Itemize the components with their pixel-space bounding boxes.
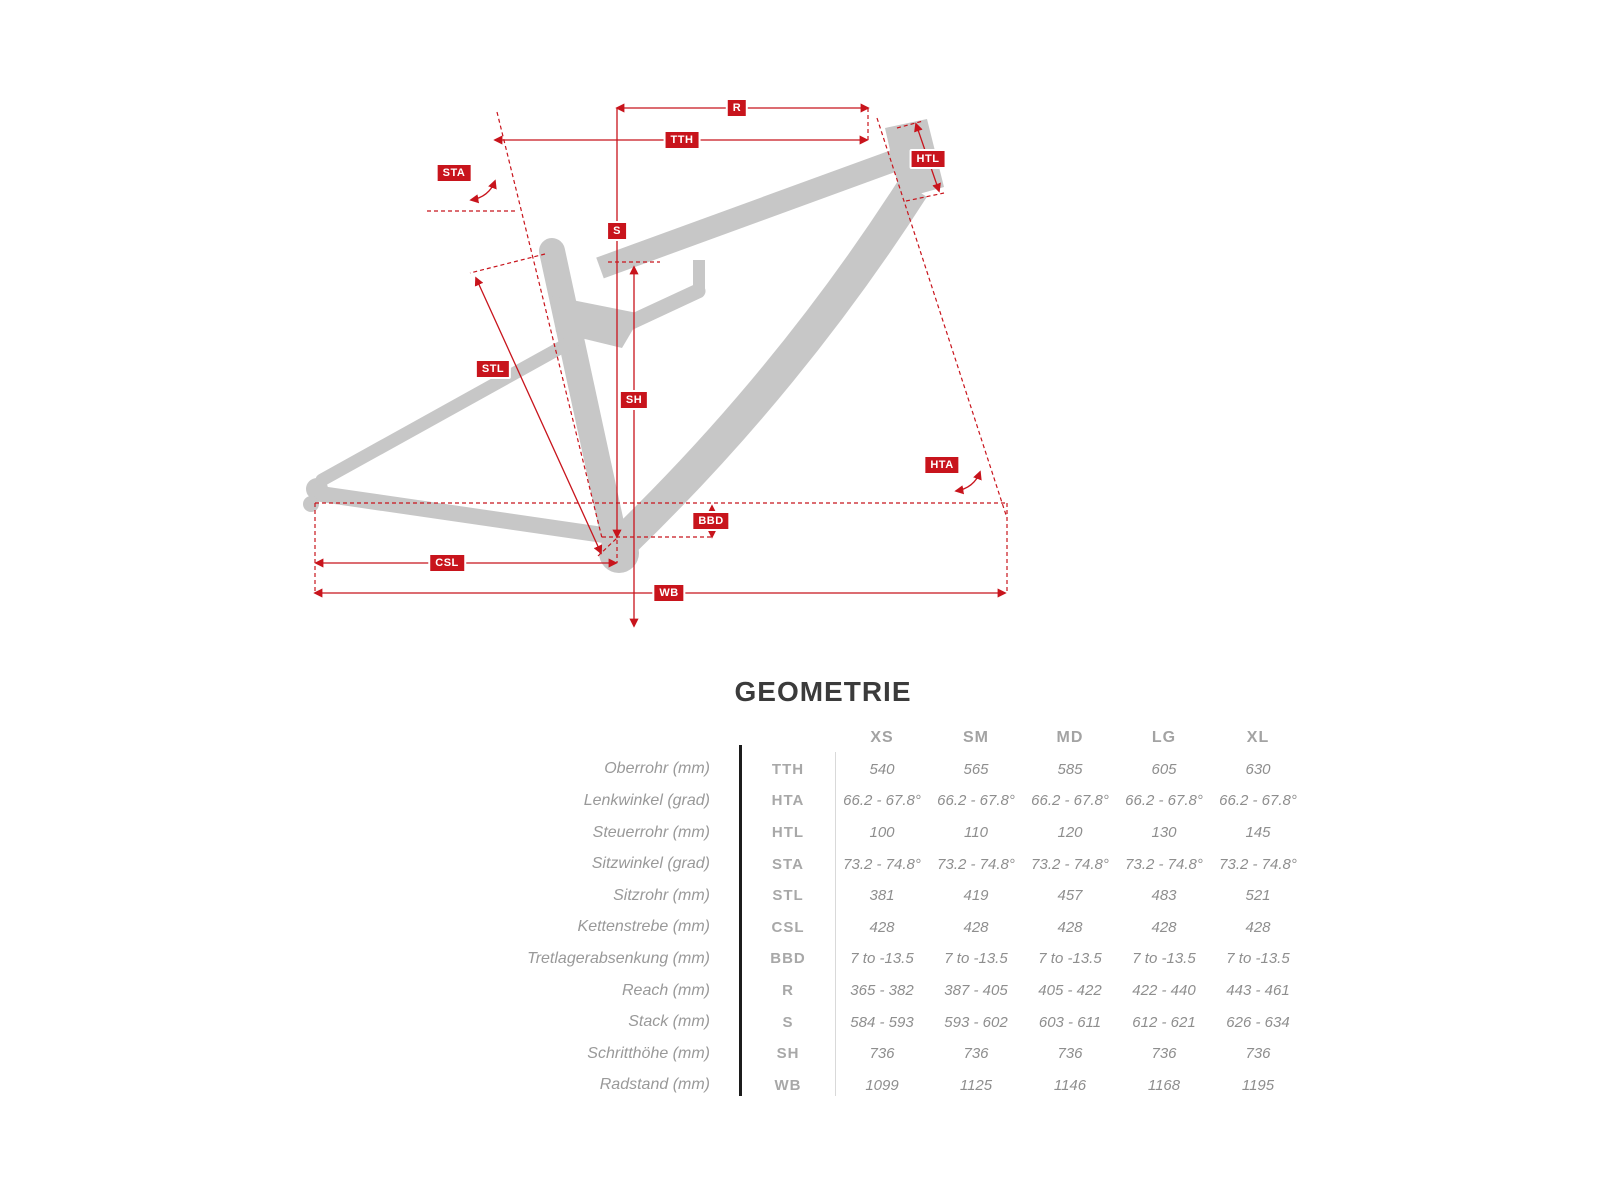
row-gap [710, 912, 741, 944]
row-value: 428 [1245, 918, 1271, 936]
row-value: 483 [1151, 887, 1177, 905]
row-code: STA [772, 855, 804, 873]
row-gap [710, 975, 741, 1007]
row-value: 428 [963, 918, 989, 936]
row-code: STL [772, 887, 804, 905]
row-code: CSL [771, 918, 805, 936]
row-value: 593 - 602 [944, 1013, 1008, 1031]
geometry-table [360, 722, 1305, 1101]
row-gap [710, 880, 741, 912]
row-value: 736 [1245, 1045, 1271, 1063]
row-gap [710, 1006, 741, 1038]
dim-label-wb: WB [652, 583, 685, 603]
sta-angle-arc [471, 181, 495, 200]
row-value: 387 - 405 [944, 982, 1008, 1000]
row-gap [710, 1070, 741, 1102]
row-value: 7 to -13.5 [944, 950, 1008, 968]
dim-label-bbd: BBD [691, 511, 730, 531]
row-gap [710, 785, 741, 817]
row-value: 626 - 634 [1226, 1013, 1290, 1031]
row-code: S [782, 1013, 794, 1031]
row-value: 73.2 - 74.8° [843, 855, 921, 873]
row-value: 443 - 461 [1226, 982, 1290, 1000]
row-value: 428 [1057, 918, 1083, 936]
row-value: 66.2 - 67.8° [1125, 792, 1203, 810]
row-value: 605 [1151, 760, 1177, 778]
seat-tube [552, 251, 612, 528]
dim-label-tth: TTH [664, 130, 701, 150]
row-value: 630 [1245, 760, 1271, 778]
row-value: 457 [1057, 887, 1083, 905]
hta-angle-arc [956, 472, 980, 491]
dim-label-csl: CSL [428, 553, 466, 573]
row-value: 1125 [959, 1076, 993, 1094]
size-header-md: MD [1056, 728, 1084, 746]
chain-stay [321, 494, 610, 536]
row-code: BBD [770, 950, 806, 968]
dim-label-sta: STA [436, 163, 473, 183]
row-code: HTL [771, 824, 805, 842]
row-code: WB [774, 1076, 802, 1094]
row-label: Lenkwinkel (grad) [583, 791, 710, 809]
row-value: 66.2 - 67.8° [1219, 792, 1297, 810]
row-value: 736 [1057, 1045, 1083, 1063]
row-value: 7 to -13.5 [1132, 950, 1196, 968]
row-label: Kettenstrebe (mm) [577, 918, 710, 936]
row-value: 145 [1245, 824, 1271, 842]
row-value: 381 [869, 887, 895, 905]
row-value: 120 [1057, 824, 1083, 842]
row-value: 736 [963, 1045, 989, 1063]
row-value: 73.2 - 74.8° [937, 855, 1015, 873]
row-value: 736 [1151, 1045, 1177, 1063]
row-value: 521 [1245, 887, 1271, 905]
row-value: 7 to -13.5 [1226, 950, 1290, 968]
dim-label-stl: STL [475, 359, 511, 379]
size-header-xs: XS [870, 728, 894, 746]
row-value: 73.2 - 74.8° [1125, 855, 1203, 873]
dim-label-htl: HTL [910, 149, 947, 169]
row-value: 428 [1151, 918, 1177, 936]
row-value: 603 - 611 [1038, 1013, 1102, 1031]
row-value: 419 [963, 887, 989, 905]
row-gap [710, 848, 741, 880]
row-value: 1168 [1147, 1076, 1181, 1094]
dim-label-hta: HTA [923, 455, 960, 475]
row-label: Steuerrohr (mm) [592, 823, 710, 841]
row-gap [710, 754, 741, 786]
size-header-sm: SM [963, 728, 989, 746]
row-value: 405 - 422 [1038, 982, 1102, 1000]
row-code: TTH [771, 760, 805, 778]
row-gap [710, 943, 741, 975]
header-spacer-gap [710, 722, 741, 754]
bike-frame-silhouette [303, 119, 944, 573]
seat-stay [322, 338, 578, 480]
row-value: 565 [963, 760, 989, 778]
row-value: 66.2 - 67.8° [1031, 792, 1109, 810]
row-value: 1099 [865, 1076, 899, 1094]
row-label: Reach (mm) [621, 981, 710, 999]
row-value: 110 [964, 824, 988, 842]
row-value: 736 [869, 1045, 895, 1063]
row-gap [710, 1038, 741, 1070]
row-code: HTA [771, 792, 805, 810]
row-value: 612 - 621 [1132, 1013, 1196, 1031]
row-label: Stack (mm) [628, 1013, 710, 1031]
header-spacer-label [360, 722, 710, 754]
size-header-xl: XL [1246, 728, 1270, 746]
row-label: Radstand (mm) [599, 1076, 710, 1094]
row-value: 130 [1151, 824, 1177, 842]
dim-label-s: S [606, 221, 628, 241]
row-value: 365 - 382 [850, 982, 914, 1000]
row-value: 540 [869, 760, 895, 778]
row-label: Tretlagerabsenkung (mm) [527, 949, 710, 967]
row-code: R [782, 982, 794, 1000]
row-value: 585 [1057, 760, 1083, 778]
row-label: Sitzwinkel (grad) [591, 855, 710, 873]
row-value: 100 [869, 824, 895, 842]
row-value: 73.2 - 74.8° [1219, 855, 1297, 873]
row-gap [710, 817, 741, 849]
row-value: 1195 [1241, 1076, 1275, 1094]
rear-dropout-lower [303, 496, 319, 512]
row-value: 1146 [1053, 1076, 1087, 1094]
row-code: SH [776, 1045, 800, 1063]
row-value: 66.2 - 67.8° [843, 792, 921, 810]
header-spacer-code [741, 722, 835, 754]
dim-label-r: R [726, 98, 748, 118]
bottom-bracket [599, 533, 639, 573]
dim-label-sh: SH [619, 390, 649, 410]
row-label: Schritthöhe (mm) [587, 1044, 710, 1062]
row-value: 584 - 593 [850, 1013, 914, 1031]
table-title: GEOMETRIE [734, 676, 912, 707]
row-value: 422 - 440 [1132, 982, 1196, 1000]
row-value: 7 to -13.5 [850, 950, 914, 968]
row-label: Oberrohr (mm) [604, 760, 710, 778]
row-value: 66.2 - 67.8° [937, 792, 1015, 810]
row-label: Sitzrohr (mm) [613, 886, 710, 904]
row-value: 7 to -13.5 [1038, 950, 1102, 968]
size-header-lg: LG [1151, 728, 1177, 746]
row-value: 73.2 - 74.8° [1031, 855, 1109, 873]
row-value: 428 [869, 918, 895, 936]
